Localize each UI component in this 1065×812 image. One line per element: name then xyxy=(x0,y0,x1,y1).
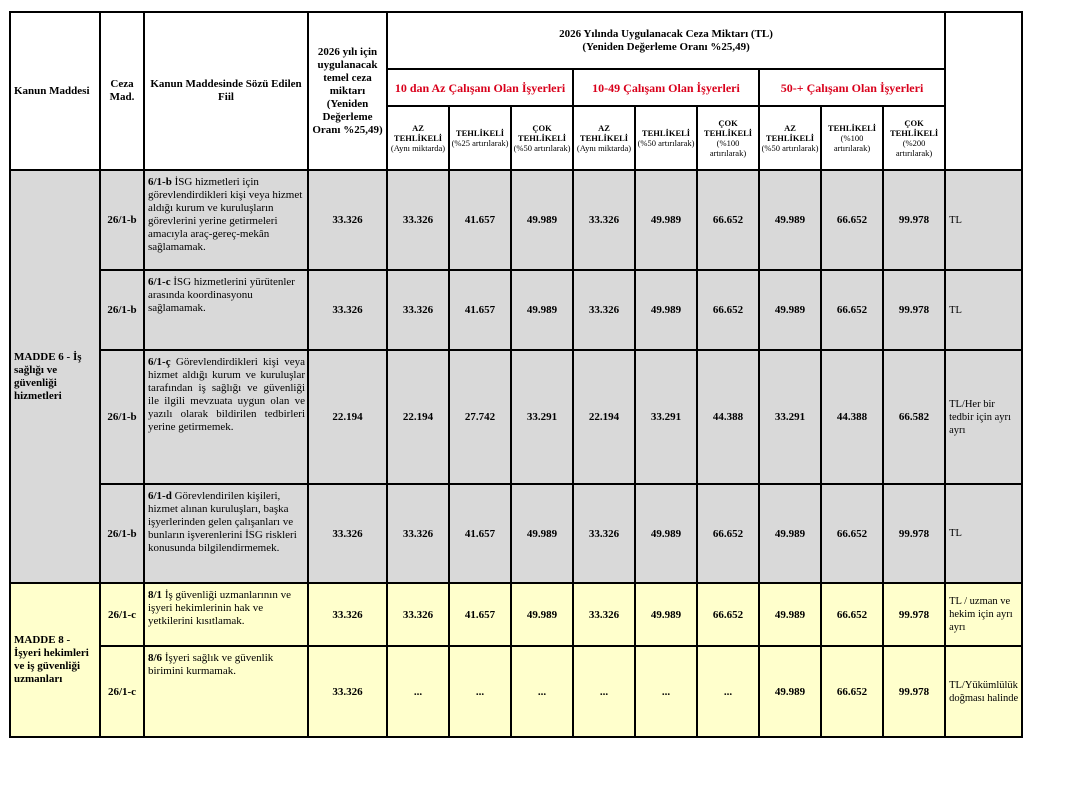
row-note: TL xyxy=(945,484,1022,583)
main-title-line-2: (Yeniden Değerleme Oranı %25,49) xyxy=(582,40,750,53)
ceza-value: 49.989 xyxy=(511,484,573,583)
header-group-3: 50-+ Çalışanı Olan İşyerleri xyxy=(759,69,945,106)
hazard-class-detail: (%100 artırılarak) xyxy=(833,133,871,153)
ceza-value: 33.326 xyxy=(573,270,635,350)
fiil-text: İş güvenliği uzmanlarının ve işyeri hekimlerinin hak ve yetkilerini kısıtlamak. xyxy=(148,589,291,627)
ceza-value: 99.978 xyxy=(883,170,945,270)
header-temel-ceza: 2026 yılı için uygulanacak temel ceza miktarı (Yeniden Değerleme Oranı %25,49) xyxy=(308,12,387,170)
ceza-value: 49.989 xyxy=(759,484,821,583)
hazard-class-title: ÇOK TEHLİKELİ xyxy=(703,118,753,138)
header-main-title xyxy=(387,12,945,69)
header-ceza-mad: Ceza Mad. xyxy=(100,12,144,170)
ceza-madde-code: 26/1-c xyxy=(100,583,144,646)
hazard-class-detail: (%100 artırılarak) xyxy=(709,138,747,158)
header-group-2: 10-49 Çalışanı Olan İşyerleri xyxy=(573,69,759,106)
ceza-value: 41.657 xyxy=(449,170,511,270)
header-hazard-class xyxy=(573,106,635,170)
ceza-madde-code: 26/1-b xyxy=(100,270,144,350)
table-row xyxy=(10,170,1022,270)
ceza-value: 33.326 xyxy=(573,583,635,646)
ceza-value: 41.657 xyxy=(449,583,511,646)
ceza-value: ... xyxy=(697,646,759,737)
hazard-class-detail: (%25 artırılarak) xyxy=(451,138,509,148)
temel-ceza-value: 33.326 xyxy=(308,484,387,583)
row-note: TL/Yükümlülük doğması halinde xyxy=(945,646,1022,737)
fiil-text: İSG hizmetlerini yürütenler arasında koordinasyonu sağlamamak. xyxy=(148,276,295,314)
header-hazard-class xyxy=(697,106,759,170)
ceza-madde-code: 26/1-c xyxy=(100,646,144,737)
ceza-value: 66.652 xyxy=(697,270,759,350)
fiil-article-ref: 8/6 xyxy=(148,652,163,664)
table-row xyxy=(10,646,1022,737)
ceza-value: ... xyxy=(511,646,573,737)
ceza-value: 49.989 xyxy=(635,170,697,270)
ceza-value: 44.388 xyxy=(697,350,759,484)
ceza-value: 33.326 xyxy=(387,270,449,350)
main-title-line-1: 2026 Yılında Uygulanacak Ceza Miktarı (TL) xyxy=(559,27,773,40)
hazard-class-title: AZ TEHLİKELİ xyxy=(579,123,629,143)
ceza-value: 49.989 xyxy=(511,170,573,270)
ceza-value: 22.194 xyxy=(573,350,635,484)
ceza-value: 33.291 xyxy=(635,350,697,484)
hazard-class-detail: (%50 artırılarak) xyxy=(637,138,695,148)
ceza-value: 49.989 xyxy=(635,484,697,583)
ceza-value: 27.742 xyxy=(449,350,511,484)
ceza-value: 99.978 xyxy=(883,646,945,737)
header-hazard-class xyxy=(821,106,883,170)
hazard-class-title: TEHLİKELİ xyxy=(827,123,877,133)
hazard-class-title: ÇOK TEHLİKELİ xyxy=(889,118,939,138)
ceza-value: 66.652 xyxy=(821,170,883,270)
fiil-article-ref: 6/1-ç xyxy=(148,356,171,368)
ceza-value: 33.326 xyxy=(573,170,635,270)
temel-ceza-value: 33.326 xyxy=(308,583,387,646)
ceza-value: 33.291 xyxy=(511,350,573,484)
hazard-class-detail: (Aynı miktarda) xyxy=(390,143,446,153)
fiil-description xyxy=(144,646,308,737)
ceza-value: 33.291 xyxy=(759,350,821,484)
madde-label: MADDE 8 - İşyeri hekimleri ve iş güvenliği uzmanları xyxy=(10,583,100,737)
ceza-value: 66.652 xyxy=(821,583,883,646)
header-hazard-class xyxy=(635,106,697,170)
ceza-value: 33.326 xyxy=(387,170,449,270)
table-row xyxy=(10,484,1022,583)
ceza-value: 99.978 xyxy=(883,583,945,646)
fiil-description xyxy=(144,583,308,646)
row-note: TL xyxy=(945,270,1022,350)
temel-ceza-value: 33.326 xyxy=(308,646,387,737)
header-hazard-class xyxy=(387,106,449,170)
fiil-text: Görevlendirilen kişileri, hizmet alınan kuruluşları, başka işyerlerinden gelen çalışanları ve bunların işverenlerini İSG riskleri konusunda bilgilendirmemek. xyxy=(148,490,297,554)
fiil-description xyxy=(144,484,308,583)
ceza-madde-code: 26/1-b xyxy=(100,170,144,270)
ceza-value: 49.989 xyxy=(511,583,573,646)
fiil-text: İşyeri sağlık ve güvenlik birimini kurmamak. xyxy=(148,652,274,677)
ceza-value: 66.652 xyxy=(697,484,759,583)
row-note: TL / uzman ve hekim için ayrı ayrı xyxy=(945,583,1022,646)
ceza-madde-code: 26/1-b xyxy=(100,350,144,484)
header-hazard-class xyxy=(449,106,511,170)
ceza-value: 49.989 xyxy=(759,170,821,270)
ceza-value: 49.989 xyxy=(759,583,821,646)
ceza-value: 66.652 xyxy=(821,646,883,737)
ceza-value: 33.326 xyxy=(573,484,635,583)
ceza-madde-code: 26/1-b xyxy=(100,484,144,583)
hazard-class-title: TEHLİKELİ xyxy=(641,128,691,138)
temel-ceza-value: 33.326 xyxy=(308,170,387,270)
ceza-value: 33.326 xyxy=(387,583,449,646)
hazard-class-detail: (%50 artırılarak) xyxy=(513,143,571,153)
ceza-value: ... xyxy=(387,646,449,737)
ceza-value: 99.978 xyxy=(883,270,945,350)
ceza-value: ... xyxy=(635,646,697,737)
hazard-class-detail: (%200 artırılarak) xyxy=(895,138,933,158)
fiil-description xyxy=(144,270,308,350)
fiil-text: İSG hizmetleri için görevlendirdikleri kişi veya hizmet aldığı kurum ve kuruluşların görevlerini yerine getirmeleri amacıyla araç-gereç-mekân sağlamamak. xyxy=(148,176,303,253)
hazard-class-title: AZ TEHLİKELİ xyxy=(765,123,815,143)
ceza-value: 49.989 xyxy=(635,270,697,350)
fiil-article-ref: 6/1-c xyxy=(148,276,171,288)
fiil-text: Görevlendirdikleri kişi veya hizmet aldığı kurum ve kuruluşlar tarafından iş sağlığı ve güvenliği ile ilgili mevzuata uygun olan ve yazılı olarak bildirilen tedbirleri yerine getirmemek. xyxy=(148,356,305,433)
fiil-article-ref: 8/1 xyxy=(148,589,163,601)
table-row xyxy=(10,583,1022,646)
hazard-class-title: AZ TEHLİKELİ xyxy=(393,123,443,143)
ceza-value: 66.652 xyxy=(697,170,759,270)
ceza-value: 49.989 xyxy=(635,583,697,646)
hazard-class-detail: (Aynı miktarda) xyxy=(576,143,632,153)
ceza-value: 41.657 xyxy=(449,270,511,350)
ceza-value: 49.989 xyxy=(511,270,573,350)
ceza-tablosu xyxy=(9,11,1023,738)
hazard-class-title: TEHLİKELİ xyxy=(455,128,505,138)
ceza-value: 41.657 xyxy=(449,484,511,583)
header-hazard-class xyxy=(759,106,821,170)
ceza-value: ... xyxy=(573,646,635,737)
hazard-class-detail: (%50 artırılarak) xyxy=(761,143,819,153)
fiil-article-ref: 6/1-d xyxy=(148,490,172,502)
fiil-article-ref: 6/1-b xyxy=(148,176,172,188)
header-edilen-fiil: Kanun Maddesinde Sözü Edilen Fiil xyxy=(144,12,308,170)
row-note: TL xyxy=(945,170,1022,270)
header-group-1: 10 dan Az Çalışanı Olan İşyerleri xyxy=(387,69,573,106)
ceza-value: 66.652 xyxy=(697,583,759,646)
ceza-value: 99.978 xyxy=(883,484,945,583)
ceza-value: 44.388 xyxy=(821,350,883,484)
ceza-value: 66.652 xyxy=(821,484,883,583)
ceza-value: 33.326 xyxy=(387,484,449,583)
ceza-value: 66.652 xyxy=(821,270,883,350)
hazard-class-title: ÇOK TEHLİKELİ xyxy=(517,123,567,143)
fiil-description xyxy=(144,350,308,484)
ceza-value: 22.194 xyxy=(387,350,449,484)
table-row xyxy=(10,270,1022,350)
ceza-value: 49.989 xyxy=(759,646,821,737)
header-hazard-class xyxy=(511,106,573,170)
table-row xyxy=(10,350,1022,484)
ceza-value: ... xyxy=(449,646,511,737)
header-note-column xyxy=(945,12,1022,170)
header-hazard-class xyxy=(883,106,945,170)
fiil-description xyxy=(144,170,308,270)
row-note: TL/Her bir tedbir için ayrı ayrı xyxy=(945,350,1022,484)
madde-label: MADDE 6 - İş sağlığı ve güvenliği hizmetleri xyxy=(10,170,100,583)
temel-ceza-value: 33.326 xyxy=(308,270,387,350)
temel-ceza-value: 22.194 xyxy=(308,350,387,484)
ceza-value: 66.582 xyxy=(883,350,945,484)
header-kanun-maddesi: Kanun Maddesi xyxy=(10,12,100,170)
ceza-value: 49.989 xyxy=(759,270,821,350)
